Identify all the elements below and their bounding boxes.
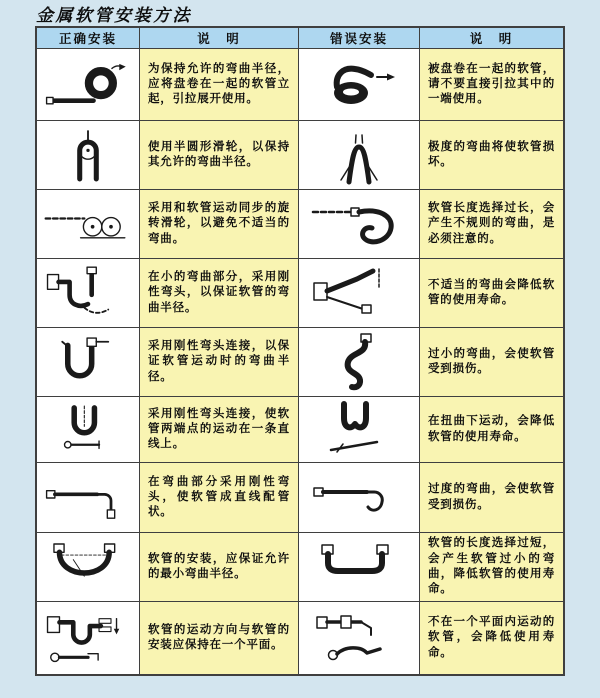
wrong-desc-text: 在扭曲下运动，会降低软管的使用寿命。 [428, 415, 555, 443]
correct-desc-cell [140, 49, 299, 121]
wrong-desc-cell [420, 121, 563, 190]
wrong-desc-cell [420, 397, 563, 463]
correct-figure-cell [37, 602, 140, 674]
correct-figure-cell [37, 259, 140, 328]
correct-figure-cell [37, 121, 140, 190]
wrong-figure-cell [299, 397, 420, 463]
wrong-desc-cell [420, 190, 563, 259]
too-small-bend-figure [309, 332, 409, 392]
installation-table [35, 26, 565, 676]
correct-desc-cell [140, 602, 299, 674]
header-correct-install: 正确安装 [37, 28, 140, 49]
correct-desc-text: 采用和软管运动同步的旋转滑轮，以避免不适当的弯曲。 [148, 202, 290, 245]
correct-figure-cell [37, 463, 140, 533]
wrong-desc-cell [420, 533, 563, 602]
rigid-elbow-small-bend-figure [42, 263, 134, 323]
correct-figure-cell [37, 397, 140, 463]
wrong-desc-cell [420, 602, 563, 674]
improper-bend-figure [309, 263, 409, 323]
page-title: 金属软管安装方法 [36, 6, 192, 26]
straight-piping-elbow-figure [42, 468, 134, 528]
wrong-desc-cell [420, 259, 563, 328]
twisted-motion-figure [309, 400, 409, 460]
correct-desc-text: 为保持允许的弯曲半径，应将盘卷在一起的软管立起，引拉展开使用。 [148, 62, 290, 106]
correct-desc-cell [140, 397, 299, 463]
excessive-bend-figure [309, 468, 409, 528]
correct-desc-cell [140, 533, 299, 602]
wrong-figure-cell [299, 533, 420, 602]
correct-desc-cell [140, 463, 299, 533]
wrong-desc-text: 软管的长度选择过短，会产生软管过小的弯曲，降低软管的使用寿命。 [428, 537, 555, 596]
wrong-figure-cell [299, 463, 420, 533]
wrong-figure-cell [299, 49, 420, 121]
correct-figure-cell [37, 328, 140, 397]
wrong-desc-cell [420, 328, 563, 397]
wrong-desc-cell [420, 49, 563, 121]
correct-desc-cell [140, 328, 299, 397]
correct-figure-cell [37, 49, 140, 121]
minimum-bend-radius-u-figure [42, 537, 134, 597]
correct-desc-text: 采用刚性弯头连接，使软管两端点的运动在一条直线上。 [148, 407, 290, 451]
rigid-elbow-connection-figure [42, 332, 134, 392]
correct-desc-text: 在弯曲部分采用刚性弯头，使软管成直线配管状。 [148, 475, 290, 519]
inline-endpoints-u-figure [42, 400, 134, 460]
correct-figure-cell [37, 533, 140, 602]
wrong-figure-cell [299, 328, 420, 397]
different-plane-motion-figure [309, 607, 409, 669]
correct-desc-text: 软管的安装，应保证允许的最小弯曲半径。 [148, 552, 290, 580]
too-short-hose-figure [309, 537, 409, 597]
wrong-desc-text: 被盘卷在一起的软管，请不要直接引拉其中的一端使用。 [428, 62, 555, 106]
wrong-desc-text: 极度的弯曲将使软管损坏。 [428, 140, 555, 168]
synchronized-rotating-pulley-figure [42, 194, 134, 254]
wrong-figure-cell [299, 602, 420, 674]
standing-coil-unroll-figure [42, 55, 134, 115]
wrong-desc-text: 软管长度选择过长，会产生不规则的弯曲，是必须注意的。 [428, 202, 555, 245]
extreme-bend-figure [309, 125, 409, 185]
same-plane-motion-figure [42, 607, 134, 669]
flat-coil-direct-pull-figure [309, 55, 409, 115]
correct-desc-text: 软管的运动方向与软管的安装应保持在一个平面。 [148, 623, 290, 651]
header-wrong-install: 错误安装 [299, 28, 420, 49]
header-correct-description: 说 明 [140, 28, 299, 49]
correct-desc-cell [140, 259, 299, 328]
wrong-desc-text: 过度的弯曲，会使软管受到损伤。 [428, 483, 555, 511]
correct-figure-cell [37, 190, 140, 259]
wrong-desc-text: 过小的弯曲，会使软管受到损伤。 [428, 347, 555, 375]
overlong-irregular-bend-figure [309, 194, 409, 254]
correct-desc-cell [140, 121, 299, 190]
correct-desc-cell [140, 190, 299, 259]
wrong-figure-cell [299, 190, 420, 259]
semicircular-pulley-figure [42, 125, 134, 185]
wrong-desc-text: 不适当的弯曲会降低软管的使用寿命。 [428, 278, 555, 306]
correct-desc-text: 在小的弯曲部分，采用刚性弯头，以保证软管的弯曲半径。 [148, 271, 290, 314]
header-wrong-description: 说 明 [420, 28, 563, 49]
wrong-figure-cell [299, 121, 420, 190]
correct-desc-text: 使用半圆形滑轮，以保持其允许的弯曲半径。 [148, 140, 290, 168]
correct-desc-text: 采用刚性弯头连接，以保证软管运动时的弯曲半径。 [148, 340, 290, 383]
wrong-figure-cell [299, 259, 420, 328]
wrong-desc-text: 不在一个平面内运动的软管，会降低使用寿命。 [428, 616, 555, 659]
wrong-desc-cell [420, 463, 563, 533]
